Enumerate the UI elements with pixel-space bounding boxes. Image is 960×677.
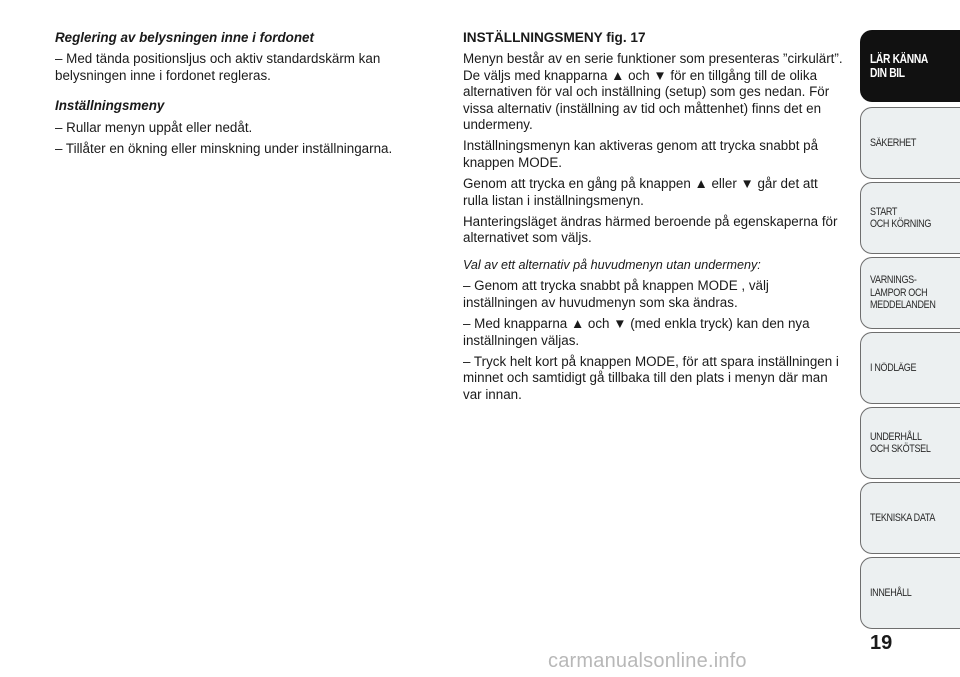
page-number: 19 bbox=[870, 632, 893, 654]
tab-underhall[interactable] bbox=[860, 407, 960, 479]
settings-menu-subhead: Inställningsmeny bbox=[55, 98, 165, 114]
tab-tekniska-data[interactable] bbox=[860, 482, 960, 554]
tab-lar-kanna-din-bil[interactable] bbox=[860, 30, 960, 102]
tab-label: I NÖDLÄGE bbox=[870, 361, 917, 374]
interior-lighting-subhead: Reglering av belysningen inne i fordonet bbox=[55, 30, 314, 45]
tab-label: VARNINGS- LAMPOR OCH MEDDELANDEN bbox=[870, 274, 936, 312]
tab-label: TEKNISKA DATA bbox=[870, 511, 936, 524]
paragraph-activate-menu: Inställningsmenyn kan aktiveras genom att trycka snabbt på knappen MODE. bbox=[463, 138, 819, 170]
tab-label: START OCH KÖRNING bbox=[870, 205, 932, 230]
paragraph-menu-description: Menyn består av en serie funktioner som presenteras ”cirkulärt”. De väljs med knapparna ▲ och ▼ för en tillgång till de olika alternativen för val och inställning (setup) som ges nedan. För vissa alternativ (inställning av tid och måttenhet) finns det en undermeny. bbox=[463, 51, 843, 133]
tab-sakerhet[interactable] bbox=[860, 107, 960, 179]
increase-decrease-item: – Tillåter en ökning eller minskning under inställningarna. bbox=[55, 141, 393, 157]
section-heading: INSTÄLLNINGSMENY fig. 17 bbox=[463, 30, 646, 45]
tab-label: SÄKERHET bbox=[870, 136, 916, 149]
interior-lighting-text: – Med tända positionsljus och aktiv standardskärm kan belysningen inne i fordonet regleras. bbox=[55, 51, 381, 83]
tab-label: LÄR KÄNNA DIN BIL bbox=[870, 52, 928, 80]
tab-start-och-korning[interactable] bbox=[860, 182, 960, 254]
step-choose-new-setting: – Med knapparna ▲ och ▼ (med enkla tryck) kan den nya inställningen väljas. bbox=[463, 316, 810, 348]
main-menu-subhead: Val av ett alternativ på huvudmenyn utan undermeny: bbox=[463, 257, 761, 272]
step-select-setting: – Genom att trycka snabbt på knappen MODE , välj inställningen av huvudmenyn som ska ändras. bbox=[463, 278, 769, 310]
left-column bbox=[55, 30, 405, 162]
tab-label: INNEHÅLL bbox=[870, 586, 912, 599]
tab-i-nodlage[interactable] bbox=[860, 332, 960, 404]
tab-label: UNDERHÅLL OCH SKÖTSEL bbox=[870, 430, 931, 455]
scroll-menu-item: – Rullar menyn uppåt eller nedåt. bbox=[55, 119, 253, 135]
watermark: carmanualsonline.info bbox=[548, 650, 747, 672]
paragraph-handling-mode: Hanteringsläget ändras härmed beroende på egenskaperna för alternativet som väljs. bbox=[463, 214, 838, 246]
paragraph-scroll-list: Genom att trycka en gång på knappen ▲ eller ▼ går det att rulla listan i inställningsmenyn. bbox=[463, 176, 818, 208]
step-save-setting: – Tryck helt kort på knappen MODE, för att spara inställningen i minnet och samtidigt gå tillbaka till den plats i menyn där man var innan. bbox=[463, 353, 839, 402]
tab-varningslampor[interactable] bbox=[860, 257, 960, 329]
tab-innehall[interactable] bbox=[860, 557, 960, 629]
right-column bbox=[463, 30, 843, 408]
